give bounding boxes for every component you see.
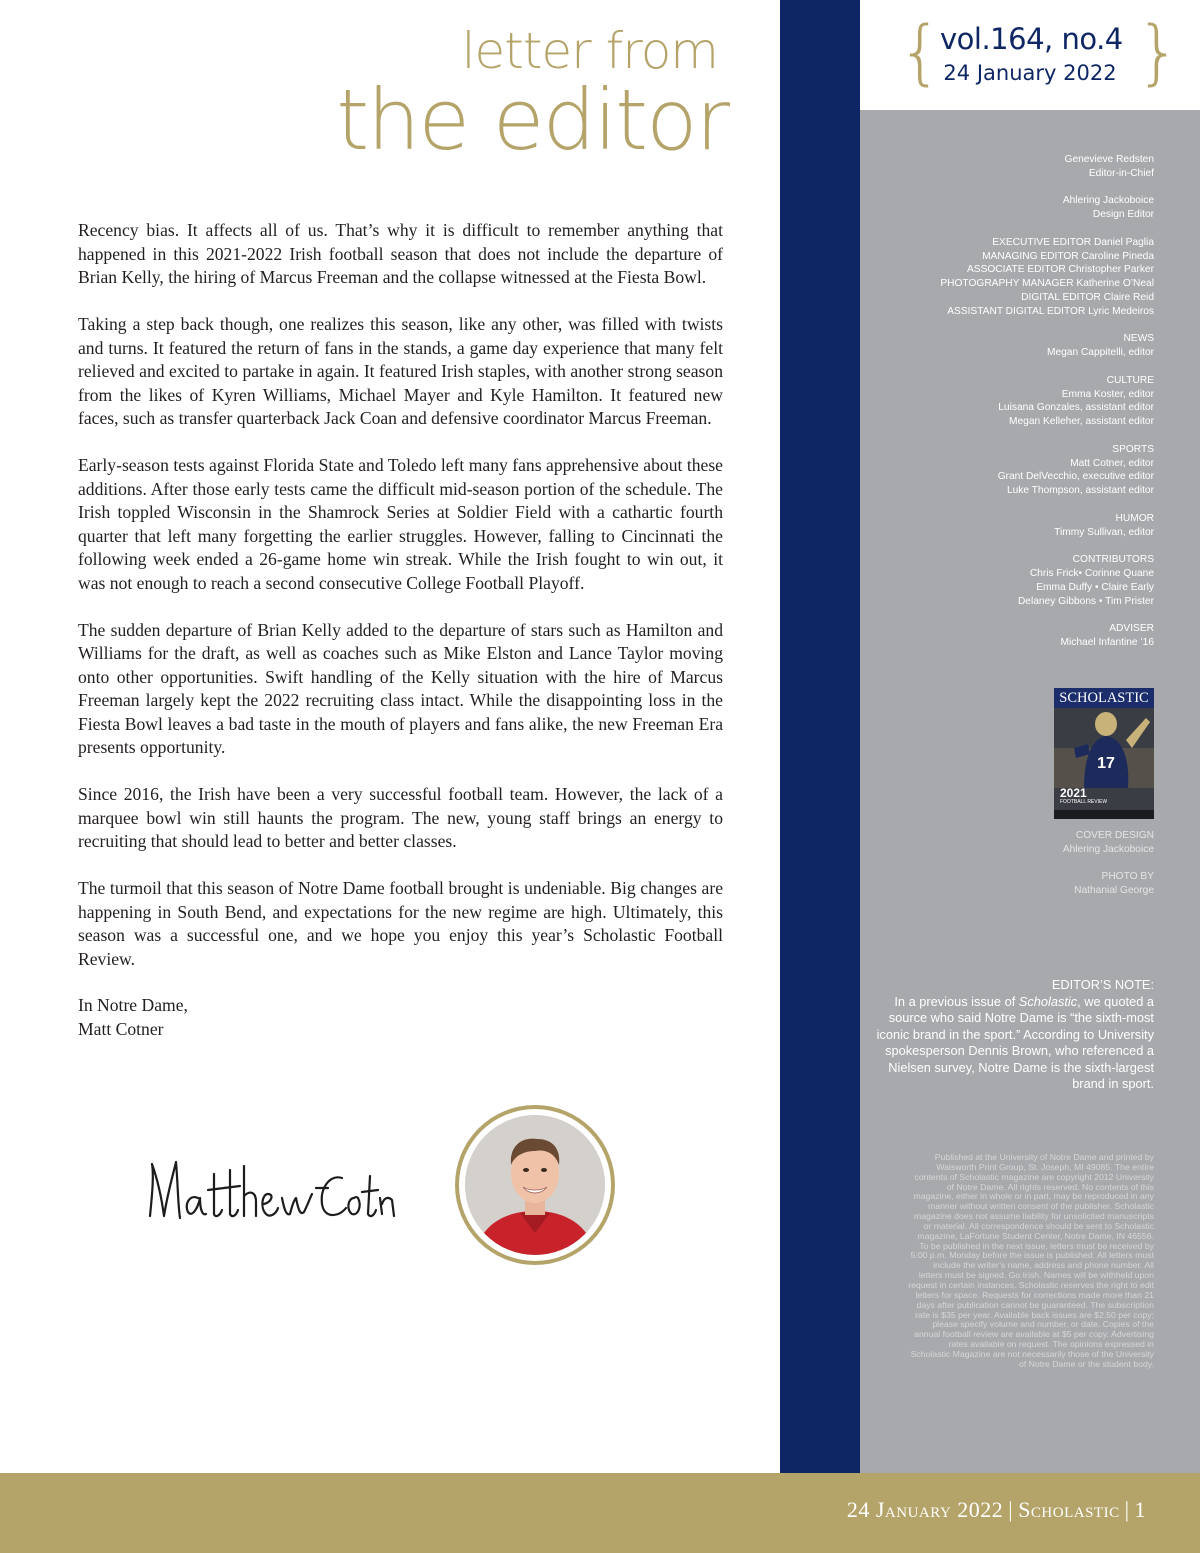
navy-sidebar-strip xyxy=(780,0,860,1473)
masthead-line: Luke Thompson, assistant editor xyxy=(1006,485,1154,497)
page-footer xyxy=(0,1473,1200,1553)
masthead-group xyxy=(854,622,1154,650)
cover-subtitle: FOOTBALL REVIEW xyxy=(1060,799,1108,805)
editors-note-text-start: In a previous issue of xyxy=(894,993,1019,1009)
footer-separator: | xyxy=(1008,1497,1014,1522)
editors-note-text xyxy=(864,994,1154,1093)
issue-info xyxy=(860,0,1200,110)
masthead-line: ASSOCIATE EDITOR Christopher Parker xyxy=(966,264,1154,276)
masthead-line: MANAGING EDITOR Caroline Pineda xyxy=(982,250,1154,262)
masthead-line: Michael Infantine ’16 xyxy=(1060,636,1154,648)
signature-image xyxy=(140,1146,400,1236)
footer-publication: Scholastic xyxy=(1018,1497,1120,1522)
masthead-line: Ahlering Jackoboice xyxy=(1062,195,1154,207)
letter-paragraph: Since 2016, the Irish have been a very successful football team. However, the lack of a marquee bowl win still haunts the program. The new, young staff brings an energy to recruiting that should lead to better and better classes. xyxy=(78,784,723,851)
cover-jersey-number: 17 xyxy=(1097,755,1115,772)
portrait-photo-image xyxy=(465,1115,605,1255)
masthead-line: Grant DelVecchio, executive editor xyxy=(997,471,1154,483)
editor-portrait xyxy=(455,1105,615,1265)
masthead-line: Timmy Sullivan, editor xyxy=(1054,526,1154,538)
footer-date: 24 January 2022 xyxy=(846,1497,1004,1522)
masthead-line: Matt Cotner, editor xyxy=(1070,457,1154,469)
masthead-line: Genevieve Redsten xyxy=(1064,154,1154,165)
letter-closing xyxy=(78,994,188,1041)
masthead-line: Megan Kelleher, assistant editor xyxy=(1009,416,1154,428)
cover-year: 2021 xyxy=(1060,786,1087,800)
editors-note xyxy=(864,977,1154,1093)
photo-credit-label: PHOTO BY xyxy=(1101,871,1154,883)
masthead-line: HUMOR xyxy=(1115,512,1154,524)
page-title-line1: letter from xyxy=(461,22,718,80)
cover-design-name: Ahlering Jackoboice xyxy=(1062,843,1154,855)
page-title-line2: the editor xyxy=(336,71,728,169)
masthead-line: PHOTOGRAPHY MANAGER Katherine O’Neal xyxy=(940,278,1154,290)
masthead-line: Emma Koster, editor xyxy=(1061,388,1154,400)
masthead-line: Delaney Gibbons • Tim Prister xyxy=(1017,595,1154,607)
letter-paragraph: Taking a step back though, one realizes this season, like any other, was filled with twists and turns. It featured the return of fans in the stands, a game day experience that many felt relieved and excited to partake in again. It featured Irish staples, with another strong season from the likes of Kyren Williams, Michael Mayer and Kyle Hamilton. It featured new faces, such as transfer quarterback Jack Coan and defensive coordinator Marcus Freeman. xyxy=(78,314,723,428)
footer-text xyxy=(847,1495,1146,1525)
masthead-group xyxy=(854,553,1154,608)
letter-body xyxy=(78,219,723,995)
footer-page-number: 1 xyxy=(1134,1497,1146,1522)
editors-note-italic: Scholastic xyxy=(1018,993,1078,1009)
masthead-group xyxy=(854,236,1154,319)
editors-note-title: EDITOR’S NOTE: xyxy=(1051,977,1154,992)
letter-paragraph: Early-season tests against Florida State and Toledo left many fans apprehensive about these additions. After those early tests came the difficult mid-season portion of the schedule. The Irish toppled Wisconsin in the Shamrock Series at Soldier Field with a cathartic fourth quarter that left many forgetting the earlier struggles. However, falling to Cincinnati the following week ended a 26-game home win streak. While the Irish fought to win out, it was not enough to reach a second consecutive College Football Playoff. xyxy=(78,455,723,593)
masthead-line: Luisana Gonzales, assistant editor xyxy=(998,402,1154,414)
closing-salutation: In Notre Dame, xyxy=(78,995,188,1015)
cover-title: SCHOLASTIC xyxy=(1059,690,1149,706)
letter-paragraph: Recency bias. It affects all of us. That’s why it is difficult to remember anything that happened in this 2021-2022 Irish football season that does not include the departure of Brian Kelly, the hiring of Marcus Freeman and the collapse witnessed at the Fiesta Bowl. xyxy=(78,220,723,287)
masthead-line: Chris Frick• Corinne Quane xyxy=(1029,567,1154,579)
cover-thumbnail xyxy=(1054,688,1154,819)
letter-paragraph: The sudden departure of Brian Kelly added to the departure of stars such as Hamilton and Williams for the draft, as well as coaches such as Mike Elston and Lance Taylor moving onto other opportunities. Swift handling of the Kelly situation with the hire of Marcus Freeman largely kept the 2022 recruiting class intact. While the disappointing loss in the Fiesta Bowl leaves a bad taste in the mouth of players and fans alike, the new Freeman Era presents opportunity. xyxy=(78,619,723,757)
masthead-line: NEWS xyxy=(1123,333,1154,345)
cover-credits xyxy=(894,829,1154,912)
masthead-line: Design Editor xyxy=(1092,209,1154,221)
brace-right: } xyxy=(1136,11,1181,93)
masthead-group xyxy=(854,374,1154,429)
masthead-group xyxy=(854,153,1154,181)
photo-credit-name: Nathanial George xyxy=(1074,885,1154,897)
editors-note-text-end: , we quoted a source who said Notre Dame is “the sixth-most iconic brand in the sport.” According to University spokesperson Dennis Brown, who referenced a Nielsen survey, Notre Dame is the sixth-largest brand in sport. xyxy=(876,993,1154,1091)
masthead-line: EXECUTIVE EDITOR Daniel Paglia xyxy=(992,236,1154,248)
brace-left: { xyxy=(898,11,943,93)
masthead-line: CONTRIBUTORS xyxy=(1072,554,1154,566)
masthead-staff-list xyxy=(854,153,1154,663)
masthead-line: DIGITAL EDITOR Claire Reid xyxy=(1021,291,1154,303)
masthead-line: ASSISTANT DIGITAL EDITOR Lyric Medeiros xyxy=(947,305,1154,317)
masthead-line: ADVISER xyxy=(1109,623,1154,635)
masthead-line: Emma Duffy • Claire Early xyxy=(1036,581,1154,593)
masthead-line: Megan Cappitelli, editor xyxy=(1046,347,1154,359)
footer-separator: | xyxy=(1124,1497,1130,1522)
masthead-line: CULTURE xyxy=(1106,374,1154,386)
masthead-group xyxy=(854,194,1154,222)
issue-date: 24 January 2022 xyxy=(943,61,1117,85)
masthead-group xyxy=(854,332,1154,360)
masthead-line: Editor-in-Chief xyxy=(1088,167,1154,179)
volume-number: vol.164, no.4 xyxy=(940,22,1123,56)
cover-design-label: COVER DESIGN xyxy=(1075,830,1154,841)
closing-name: Matt Cotner xyxy=(78,1018,164,1039)
masthead-group xyxy=(854,512,1154,540)
publication-legal-notice: Published at the University of Notre Dame and printed by Walsworth Print Group, St. Joseph, MI 49085. The entire contents of Scholastic magazine are copyright 2012 University of Notre Dame. All rights reserved. No contents of this magazine, either in whole or in part, may be reproduced in any manner without written consent of the publisher. Scholastic magazine does not assume liability for unsolicited manuscripts or material. All correspondence should be sent to Scholastic magazine, LaFortune Student Center, Notre Dame, IN 46556. To be published in the next issue, letters must be received by 5:00 p.m. Monday before the issue is published. All letters must include the writer’s name, address and phone number. All letters must be signed. Go Irish. Names will be withheld upon request in certain instances. Scholastic reserves the right to edit letters for space. Requests for corrections made more than 21 days after publication cannot be guaranteed. The subscription rate is $35 per year. Available back issues are $2.50 per copy; please specify volume and number, or date. Copies of the annual football review are available at $5 per copy. Advertising rates available on request. The opinions expressed in Scholastic Magazine are not necessarily those of the University of Notre Dame or the student body. xyxy=(908,1152,1154,1369)
masthead-line: SPORTS xyxy=(1112,443,1154,455)
masthead-group xyxy=(854,443,1154,498)
letter-paragraph: The turmoil that this season of Notre Dame football brought is undeniable. Big changes are happening in South Bend, and expectations for the new regime are high. Ultimately, this season was a successful one, and we hope you enjoy this year’s Scholastic Football Review. xyxy=(78,878,723,969)
